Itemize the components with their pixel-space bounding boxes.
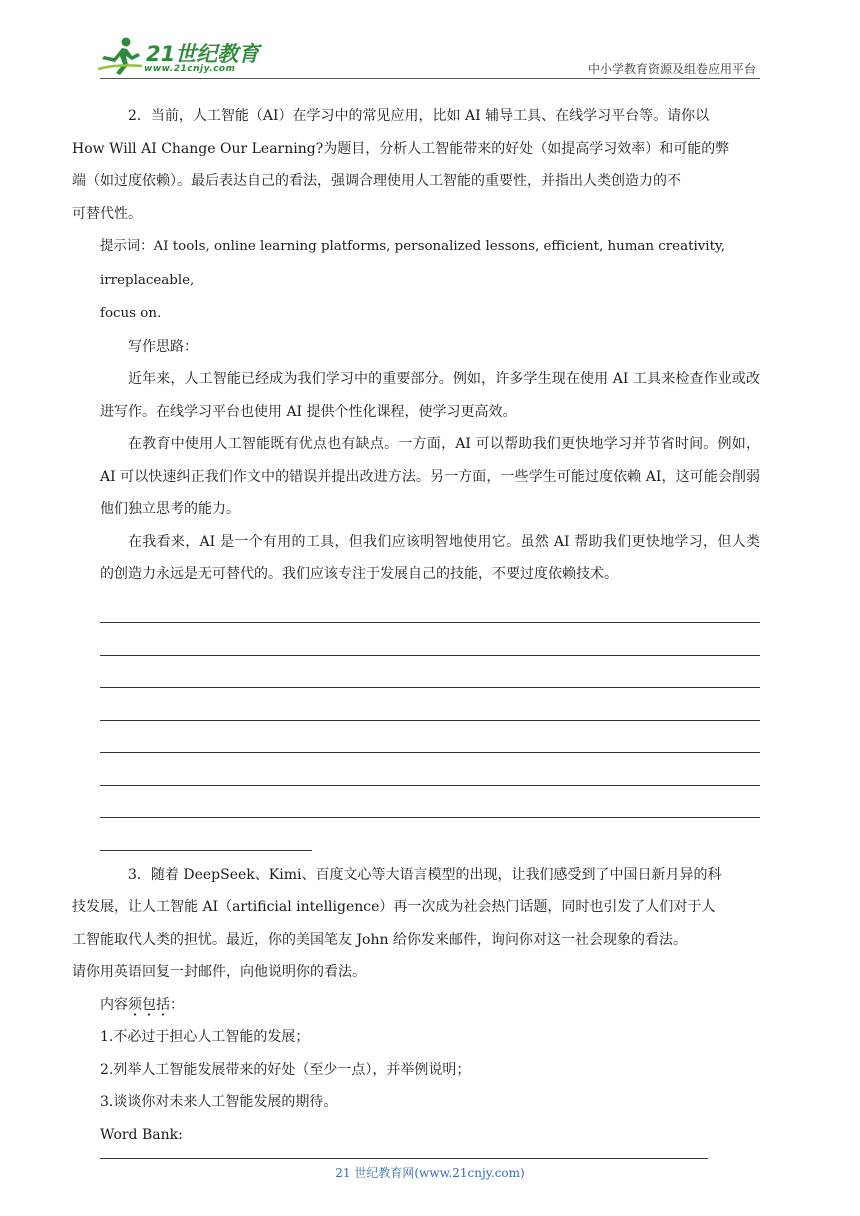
footer-divider xyxy=(100,1158,708,1159)
footer-text[interactable]: 21 世纪教育网(www.21cnjy.com) xyxy=(335,1166,525,1180)
header-divider xyxy=(100,78,760,79)
answer-line[interactable] xyxy=(100,786,760,819)
q2-prompt-line: 2．当前，人工智能（AI）在学习中的常见应用，比如 AI 辅导工具、在线学习平台等。请你以 xyxy=(128,108,710,124)
content-title-text: 内容 xyxy=(100,996,128,1013)
q2-prompt-line: 端（如过度依赖）。最后表达自己的看法，强调合理使用人工智能的重要性，并指出人类创造力的不 xyxy=(72,173,681,189)
q3-requirement: 3.谈谈你对未来人工智能发展的期待。 xyxy=(100,1094,338,1110)
answer-line[interactable] xyxy=(100,688,760,721)
q2-prompt-line: How Will AI Change Our Learning?为题目，分析人工智能带来的好处（如提高学习效率）和可能的弊 xyxy=(72,140,730,157)
emphasis-char: 须 xyxy=(128,996,142,1013)
emphasis-char: 括 xyxy=(156,996,170,1013)
q3-prompt xyxy=(72,859,760,989)
q2-outline-paragraph: 在我看来，AI 是一个有用的工具，但我们应该明智地使用它。虽然 AI 帮助我们更快地学习，但人类的创造力永远是无可替代的。我们应该专注于发展自己的技能，不要过度依赖技术。 xyxy=(100,533,760,582)
q3-prompt-line: 3．随着 DeepSeek、Kimi、百度文心等大语言模型的出现，让我们感受到了中国日新月异的科 xyxy=(128,866,722,883)
q3-prompt-line: 请你用英语回复一封邮件，向他说明你的看法。 xyxy=(72,964,366,980)
q2-prompt xyxy=(72,100,760,230)
q2-hint-line: 提示词：AI tools, online learning platforms, personalized lessons, efficient, human creativity, irreplaceable, xyxy=(100,239,726,288)
q3-word-bank-label: Word Bank: xyxy=(100,1126,183,1143)
answer-line[interactable] xyxy=(100,721,760,754)
q2-prompt-line: 可替代性。 xyxy=(72,205,142,222)
q3-prompt-line: 技发展，让人工智能 AI（artificial intelligence）再一次成为社会热门话题，同时也引发了人们对于人 xyxy=(72,899,716,915)
content-title-colon: ： xyxy=(170,996,184,1013)
q3-requirement: 2.列举人工智能发展带来的好处（至少一点），并举例说明； xyxy=(100,1061,471,1078)
q2-outline-paragraph: 在教育中使用人工智能既有优点也有缺点。一方面，AI 可以帮助我们更快地学习并节省时间。例如，AI 可以快速纠正我们作文中的错误并提出改进方法。另一方面，一些学生可能过度依赖 AI，这可能会削弱他们独立思考的能力。 xyxy=(100,436,760,517)
answer-line[interactable] xyxy=(100,591,760,624)
answer-line[interactable] xyxy=(100,753,760,786)
q3-requirement: 1.不必过于担心人工智能的发展； xyxy=(100,1029,310,1045)
q2-outline-paragraph: 近年来，人工智能已经成为我们学习中的重要部分。例如，许多学生现在使用 AI 工具来检查作业或改进写作。在线学习平台也使用 AI 提供个性化课程，使学习更高效。 xyxy=(100,371,760,420)
runner-logo-icon xyxy=(96,36,146,76)
emphasis-char: 包 xyxy=(142,996,156,1013)
page-content xyxy=(72,100,760,1151)
q2-answer-area[interactable] xyxy=(100,591,760,851)
q2-hint xyxy=(100,230,760,331)
platform-name: 中小学教育资源及组卷应用平台 xyxy=(587,62,756,76)
page-header xyxy=(0,0,860,82)
logo-text: 21世纪教育 xyxy=(146,42,260,66)
answer-line[interactable] xyxy=(100,623,760,656)
q3-content-title xyxy=(100,989,760,1022)
logo-url: www.21cnjy.com xyxy=(144,64,236,74)
answer-line[interactable] xyxy=(100,818,312,851)
q2-outline-title: 写作思路： xyxy=(128,338,198,355)
answer-line[interactable] xyxy=(100,656,760,689)
q3-prompt-line: 工智能取代人类的担忧。最近，你的美国笔友 John 给你发来邮件，询问你对这一社会现象的看法。 xyxy=(72,931,687,948)
q2-hint-line: focus on. xyxy=(100,306,162,321)
site-logo xyxy=(96,36,266,78)
